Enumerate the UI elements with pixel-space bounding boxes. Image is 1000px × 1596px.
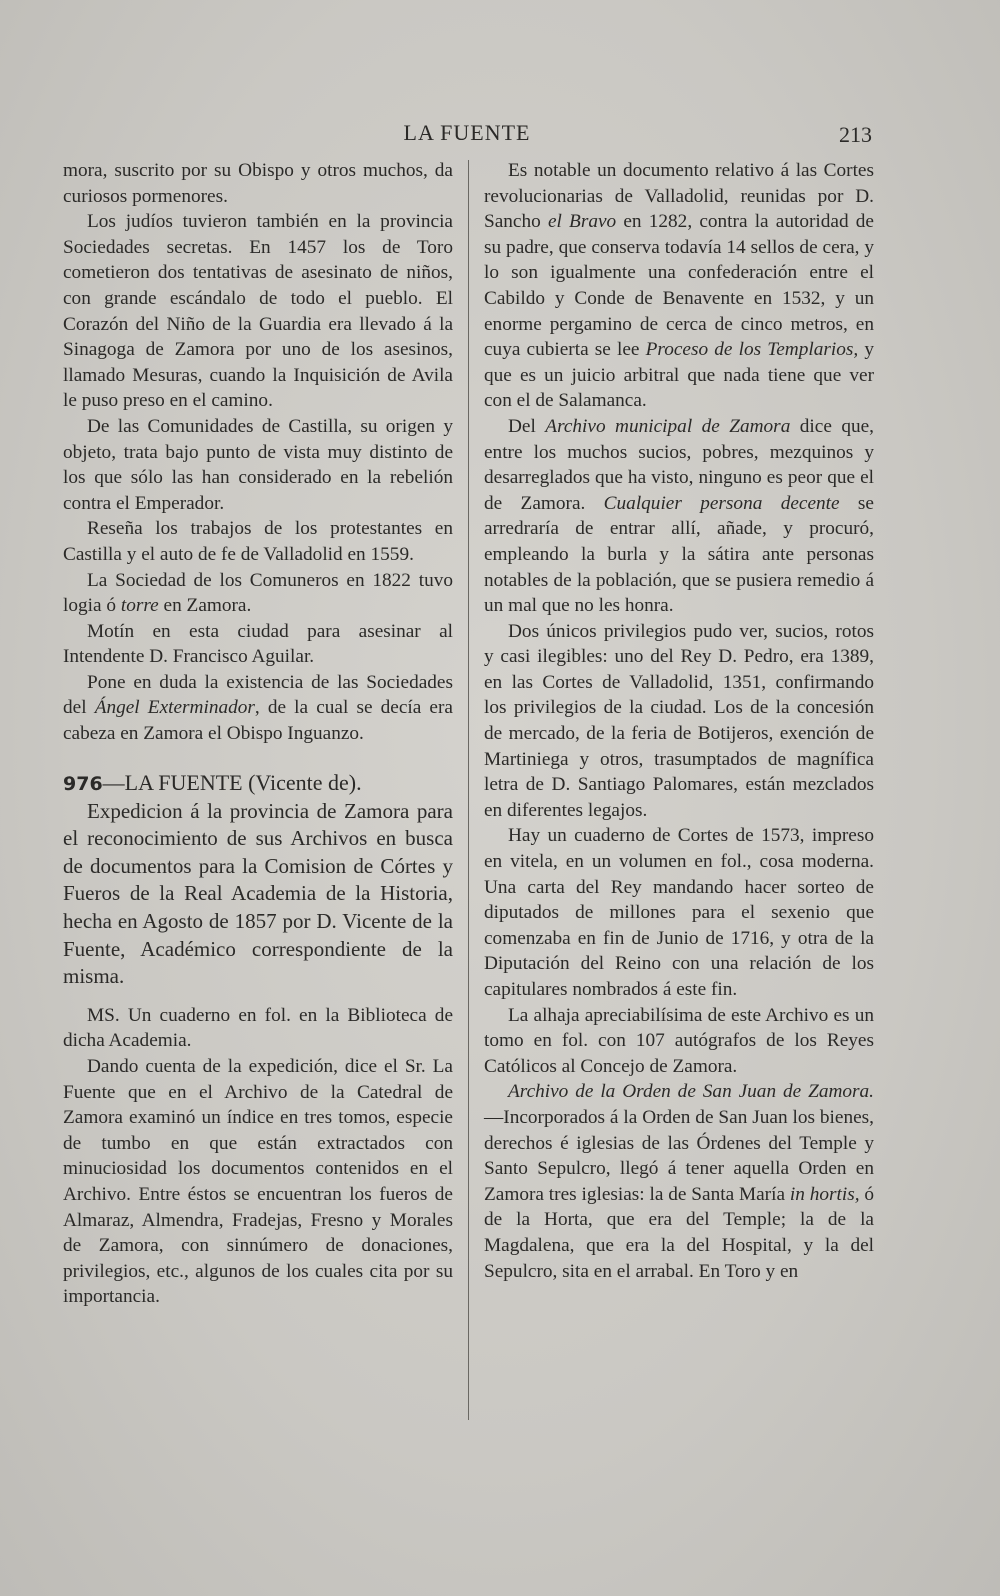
left-column: [63, 158, 453, 1310]
italic-term: el Bravo: [547, 211, 617, 233]
entry-author: —LA FUENTE (Vicente de).: [102, 769, 362, 795]
paragraph: mora, suscrito por su Obispo y otros muchos, da curiosos pormenores.: [63, 160, 453, 207]
text-run: Pone en duda la existencia de las Sociedades del: [63, 671, 453, 719]
paragraph: Dos únicos privilegios pudo ver, sucios, rotos y casi ilegibles: uno del Rey D. Pedro, era 1389, en las Cortes de Valladolid, 1351, confirmando los privilegios de la ciudad. Los de la concesión de mercado, de la feria de Botijeros, exención de Martiniega y otros, trasumptados de magnífica letra de D. Santiago Palomares, están mezclados en diferentes legajos.: [484, 620, 874, 821]
text-run: Del: [508, 415, 546, 437]
italic-term: Archivo municipal de Zamora: [545, 415, 791, 437]
text-run: Es notable un documento relativo á las Cortes revolucionarias de Valladolid, reunidas por D. Sancho: [484, 160, 874, 233]
paragraph: De las Comunidades de Castilla, su origen y objeto, trata bajo punto de vista muy distinto de los que sólo las han considerado en la rebelión contra el Emperador.: [63, 415, 453, 514]
page-header: [62, 120, 872, 152]
paragraph: Dando cuenta de la expedición, dice el Sr. La Fuente que en el Archivo de la Catedral de Zamora examinó un índice en tres tomos, especie de tumbo en que están extractados con minuciosidad los documentos contenidos en el Archivo. Entre éstos se encuentran los fueros de Almaraz, Almendra, Fradejas, Fresno y Morales de Zamora, con sinnúmero de donaciones, privilegios, etc., algunos de los cuales cita por su importancia.: [63, 1056, 453, 1308]
italic-term: Archivo de la Orden de San Juan de Zamora.: [508, 1081, 874, 1103]
text-run: ó de la Horta, que era del Temple; la de la Magdalena, que era la del Hospital, y la del Sepulcro, sita en el arrabal. En Toro y en: [484, 1183, 875, 1282]
paragraph: Hay un cuaderno de Cortes de 1573, impreso en vitela, en un volumen en fol., cosa moderna. Una carta del Rey mandando hacer sorteo de diputados de millones para el sexenio que comenzaba en fin de Junio de 1716, y otra de la Diputación del Reino con una relación de los capitulares nombrados á este fin.: [484, 825, 874, 1000]
paragraph: La alhaja apreciabilísima de este Archivo es un tomo en fol. con 107 autógrafos de los Reyes Católicos al Concejo de Zamora.: [484, 1004, 874, 1077]
paragraph: [63, 670, 453, 747]
running-title: LA FUENTE: [403, 120, 531, 145]
italic-term: in hortis,: [789, 1183, 860, 1205]
entry-description: Expedicion á la provincia de Zamora para el reconocimiento de sus Archivos en busca de documentos para la Comision de Córtes y Fueros de la Real Academia de la Historia, hecha en Agosto de 1857 por D. Vicente de la Fuente, Académico correspondiente de la misma.: [63, 798, 453, 989]
paragraph: [484, 1079, 874, 1284]
paragraph: [484, 414, 874, 619]
text-run: , de la cual se decía era cabeza en Zamora el Obispo Inguanzo.: [63, 697, 453, 745]
text-run: dice que, entre los muchos sucios, pobres, mezquinos y desarreglados que ha visto, ninguno es peor que el de Zamora.: [484, 415, 875, 514]
italic-term: Cualquier persona decente: [603, 492, 840, 514]
text-run: en Zamora.: [158, 595, 252, 617]
italic-term: Ángel Exterminador: [94, 697, 255, 719]
entry-heading: [63, 769, 453, 798]
italic-term: torre: [120, 595, 159, 617]
paragraph: Los judíos tuvieron también en la provincia Sociedades secretas. En 1457 los de Toro cometieron dos tentativas de asesinato de niños, con grande escándalo de todo el pueblo. El Corazón del Niño de la Guardia era llevado á la Sinagoga de Zamora por uno de los asesinos, llamado Mesuras, cuando la Inquisición de Avila le puso preso en el camino.: [63, 211, 453, 412]
italic-term: Proceso de los Templarios,: [645, 339, 859, 361]
text-run: La Sociedad de los Comuneros en 1822 tuvo logia ó: [63, 569, 453, 617]
text-run: en 1282, contra la autoridad de su padre, que conserva todavía 14 sellos de cera, y lo son igualmente una confederación entre el Cabildo y Conde de Benavente en 1532, y un enorme pergamino de cerca de cinco metros, en cuya cubierta se lee: [484, 211, 874, 361]
paragraph: Motín en esta ciudad para asesinar al Intendente D. Francisco Aguilar.: [63, 620, 453, 668]
column-divider: [468, 160, 469, 1420]
entry-number: 976: [63, 772, 103, 795]
paragraph: Reseña los trabajos de los protestantes en Castilla y el auto de fe de Valladolid en 1559.: [63, 518, 453, 565]
right-column: [484, 158, 874, 1284]
text-run: —Incorporados á la Orden de San Juan los bienes, derechos é iglesias de las Órdenes del Temple y Santo Sepulcro, llegó á tener aquella Orden en Zamora tres iglesias: la de Santa María: [484, 1106, 874, 1205]
page-number: 213: [839, 122, 872, 147]
text-run: y que es un juicio arbitral que nada tiene que ver con el de Salamanca.: [484, 339, 874, 412]
paragraph: [484, 158, 874, 414]
manuscript-note: MS. Un cuaderno en fol. en la Biblioteca de dicha Academia.: [63, 1004, 453, 1052]
text-run: se arredraría de entrar allí, añade, y procuró, empleando la burla y la sátira ante personas notables de la población, que se pusiera remedio á un mal que no les honra.: [484, 492, 874, 617]
paragraph: [63, 568, 453, 619]
